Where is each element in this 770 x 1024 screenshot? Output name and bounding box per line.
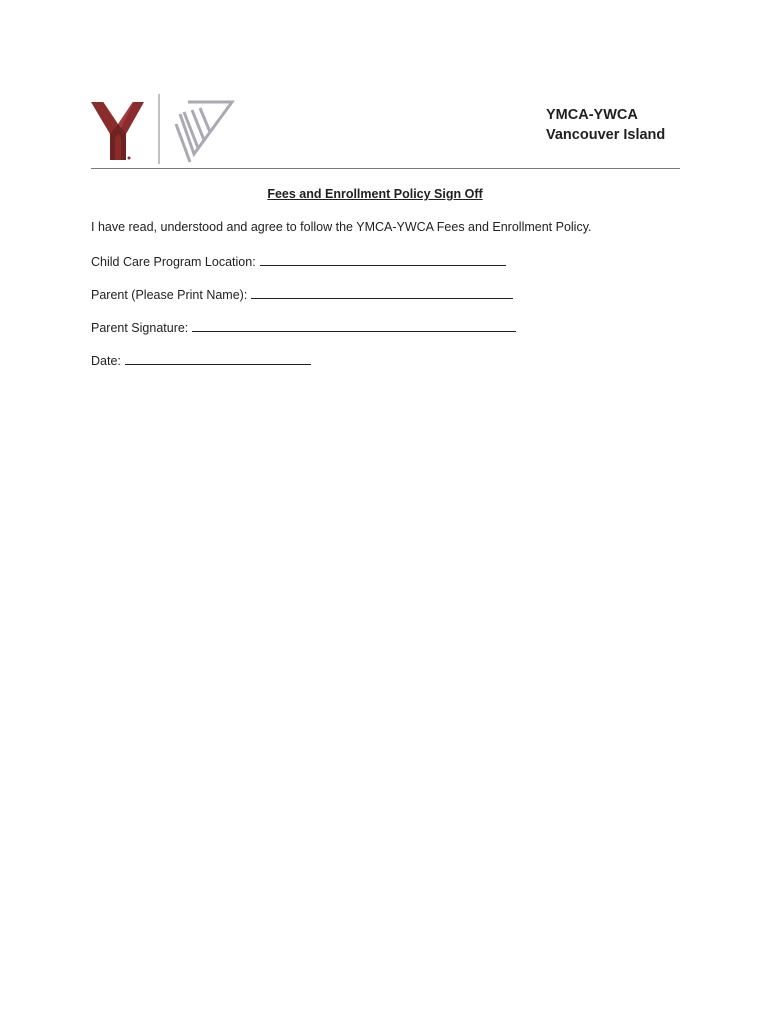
org-name	[546, 105, 665, 145]
header-rule	[91, 168, 680, 169]
location-label: Child Care Program Location:	[91, 255, 256, 269]
date-blank-line[interactable]	[125, 352, 311, 365]
ymca-ywca-logo	[88, 94, 238, 166]
location-field	[91, 253, 506, 269]
document-title	[0, 187, 770, 201]
signature-blank-line[interactable]	[192, 319, 516, 332]
logo-group	[88, 94, 238, 166]
org-name-line1: YMCA-YWCA	[546, 107, 638, 123]
y-logo-icon	[91, 94, 144, 160]
agreement-statement: I have read, understood and agree to follow the YMCA-YWCA Fees and Enrollment Policy.	[91, 220, 592, 234]
date-field	[91, 352, 311, 368]
document-title-text: Fees and Enrollment Policy Sign Off	[267, 187, 483, 201]
location-blank-line[interactable]	[260, 253, 506, 266]
date-label: Date:	[91, 354, 121, 368]
v-logo-icon	[176, 102, 232, 162]
org-name-line2: Vancouver Island	[546, 127, 666, 143]
parent-name-label: Parent (Please Print Name):	[91, 288, 248, 302]
parent-name-field	[91, 286, 513, 302]
parent-name-blank-line[interactable]	[251, 286, 513, 299]
signature-label: Parent Signature:	[91, 321, 189, 335]
signature-field	[91, 319, 516, 335]
